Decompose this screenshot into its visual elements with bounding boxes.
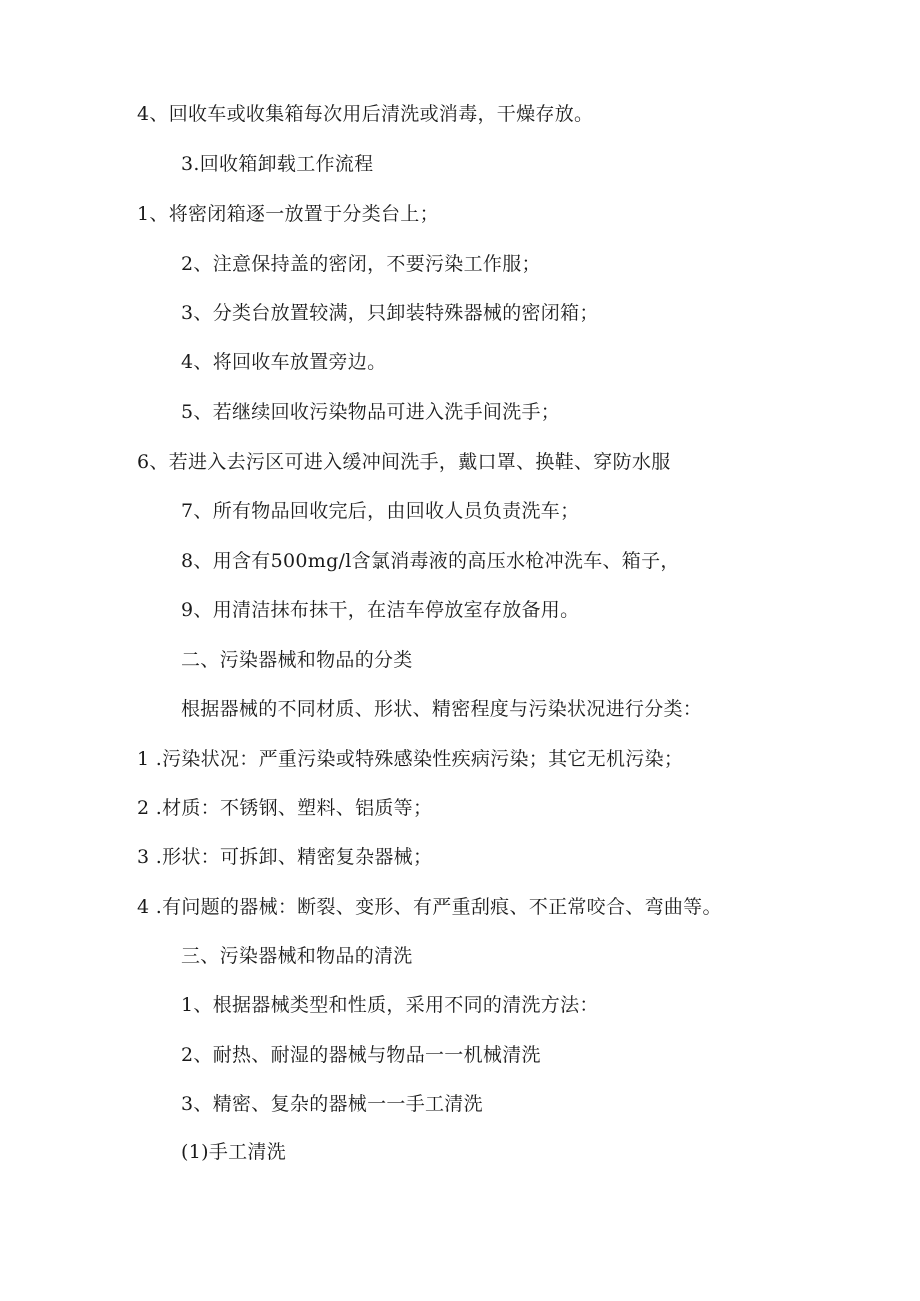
section-heading: 二、污染器械和物品的分类 [181,649,413,671]
paragraph-line: 2、耐热、耐湿的器械与物品一一机械清洗 [181,1044,541,1066]
paragraph-line: 根据器械的不同材质、形状、精密程度与污染状况进行分类： [181,698,703,720]
paragraph-line: 4、回收车或收集箱每次用后清洗或消毒，干燥存放。 [137,103,594,125]
paragraph-line: 1、根据器械类型和性质，采用不同的清洗方法： [181,994,599,1016]
section-heading: 3.回收箱卸载工作流程 [181,153,374,175]
paragraph-line: 6、若进入去污区可进入缓冲间洗手，戴口罩、换鞋、穿防水服 [137,451,671,473]
paragraph-line: 2、注意保持盖的密闭，不要污染工作服； [181,253,541,275]
paragraph-line: 1、将密闭箱逐一放置于分类台上； [137,203,439,225]
list-item: 4 .有问题的器械：断裂、变形、有严重刮痕、不正常咬合、弯曲等。 [137,896,722,918]
paragraph-line: 5、若继续回收污染物品可进入洗手间洗手； [181,401,561,423]
paragraph-line: 3、分类台放置较满，只卸装特殊器械的密闭箱； [181,302,599,324]
paragraph-line: 3、精密、复杂的器械一一手工清洗 [181,1093,483,1115]
paragraph-line: 9、用清洁抹布抹干，在洁车停放室存放备用。 [181,599,580,621]
list-item: 2 .材质：不锈钢、塑料、铝质等； [137,797,433,819]
subsection-heading: (1)手工清洗 [181,1141,287,1163]
list-item: 1 .污染状况：严重污染或特殊感染性疾病污染；其它无机污染； [137,748,684,770]
paragraph-line: 8、用含有500mg/l含氯消毒液的高压水枪冲洗车、箱子， [181,550,680,572]
list-item: 3 .形状：可拆卸、精密复杂器械； [137,846,433,868]
paragraph-line: 4、将回收车放置旁边。 [181,351,387,373]
paragraph-line: 7、所有物品回收完后，由回收人员负责洗车； [181,500,580,522]
section-heading: 三、污染器械和物品的清洗 [181,945,413,967]
